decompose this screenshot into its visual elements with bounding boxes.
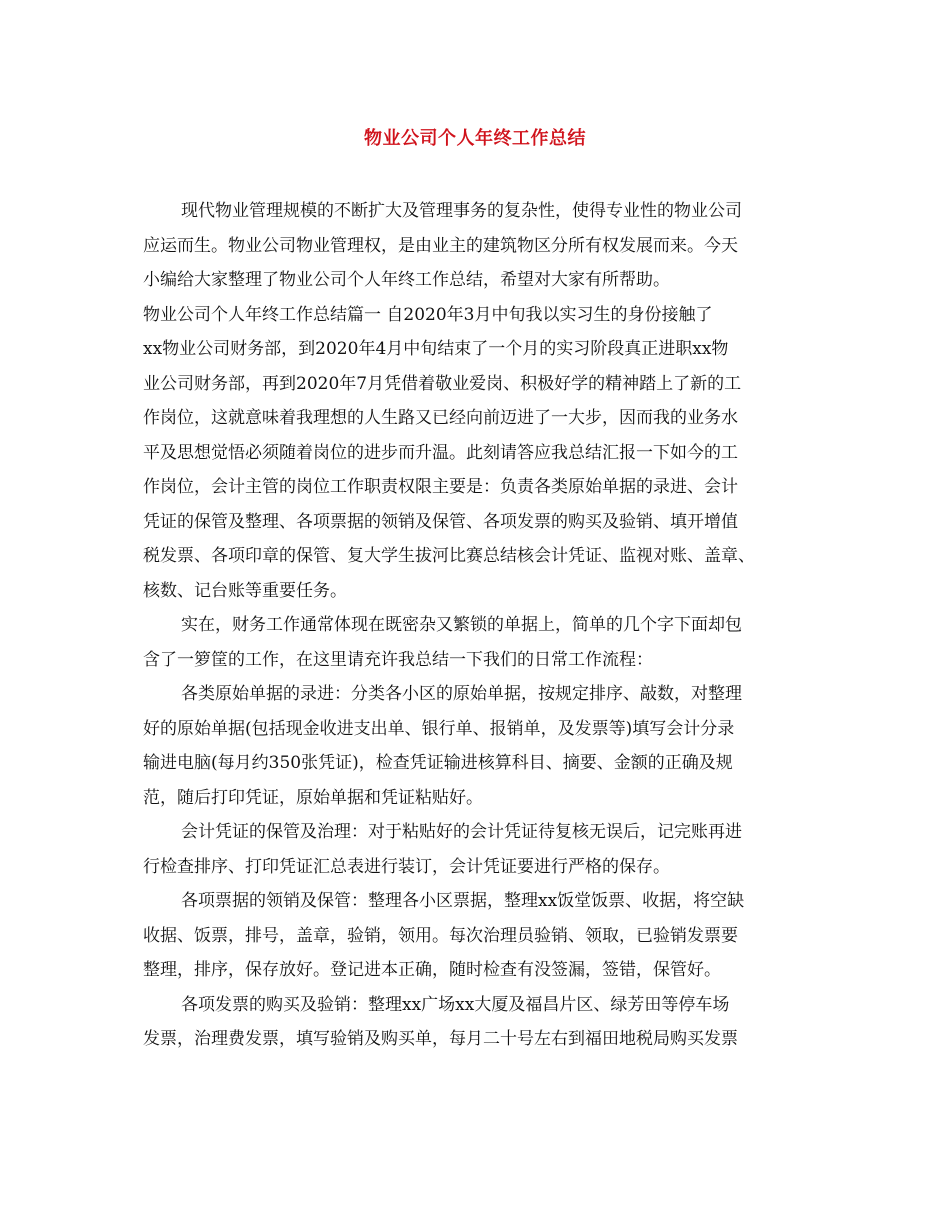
- text-line: 业公司财务部，再到2020年7月凭借着敬业爱岗、积极好学的精神踏上了新的工: [143, 373, 742, 394]
- text-line: 发票，治理费发票，填写验销及购买单，每月二十号左右到福田地税局购买发票: [143, 1029, 738, 1049]
- text-line: 物业公司个人年终工作总结篇一 自2020年3月中旬我以实习生的身份接触了: [143, 304, 713, 325]
- text-line: 好的原始单据(包括现金收进支出单、银行单、报销单，及发票等)填写会计分录: [143, 718, 735, 739]
- text-line: 范，随后打印凭证，原始单据和凭证粘贴好。: [143, 787, 483, 808]
- text-line: 作岗位，会计主管的岗位工作职责权限主要是：负责各类原始单据的录进、会计: [143, 477, 738, 497]
- text-line: 核数、记台账等重要任务。: [143, 580, 347, 601]
- text-line: 税发票、各项印章的保管、复大学生拔河比赛总结核会计凭证、监视对账、盖章、: [143, 546, 755, 566]
- text-line: 整理，排序，保存放好。登记进本正确，随时检查有没签漏，签错，保管好。: [143, 960, 721, 980]
- text-line: 凭证的保管及整理、各项票据的领销及保管、各项发票的购买及验销、填开增值: [143, 511, 738, 532]
- text-line: 现代物业管理规模的不断扩大及管理事务的复杂性，使得专业性的物业公司: [181, 201, 742, 221]
- text-line: 小编给大家整理了物业公司个人年终工作总结，希望对大家有所帮助。: [143, 270, 670, 290]
- text-line: 输进电脑(每月约350张凭证)，检查凭证输进核算科目、摘要、金额的正确及规: [143, 753, 733, 773]
- text-line: 含了一箩筐的工作，在这里请充许我总结一下我们的日常工作流程：: [143, 649, 653, 670]
- text-line: 平及思想觉悟必须随着岗位的进步而升温。此刻请答应我总结汇报一下如今的工: [143, 442, 738, 463]
- text-line: 行检查排序、打印凭证汇总表进行装订，会计凭证要进行严格的保存。: [143, 856, 670, 877]
- text-line: 收据、饭票，排号，盖章，验销，领用。每次治理员验销、领取，已验销发票要: [143, 925, 738, 946]
- document-title: 物业公司个人年终工作总结: [364, 128, 586, 149]
- text-line: 各项票据的领销及保管：整理各小区票据，整理xx饭堂饭票、收据，将空缺: [181, 891, 745, 911]
- text-line: 会计凭证的保管及治理：对于粘贴好的会计凭证待复核无误后，记完账再进: [181, 822, 742, 842]
- text-line: 作岗位，这就意味着我理想的人生路又已经向前迈进了一大步，因而我的业务水: [143, 408, 738, 428]
- document-body: [143, 194, 807, 1057]
- text-line: 实在，财务工作通常体现在既密杂又繁锁的单据上，简单的几个字下面却包: [181, 615, 742, 635]
- text-line: xx物业公司财务部，到2020年4月中旬结束了一个月的实习阶段真正进职xx物: [143, 339, 729, 359]
- text-line: 应运而生。物业公司物业管理权，是由业主的建筑物区分所有权发展而来。今天: [143, 235, 738, 256]
- text-line: 各类原始单据的录进：分类各小区的原始单据，按规定排序、敲数，对整理: [181, 684, 742, 704]
- text-line: 各项发票的购买及验销：整理xx广场xx大厦及福昌片区、绿芳田等停车场: [181, 994, 730, 1015]
